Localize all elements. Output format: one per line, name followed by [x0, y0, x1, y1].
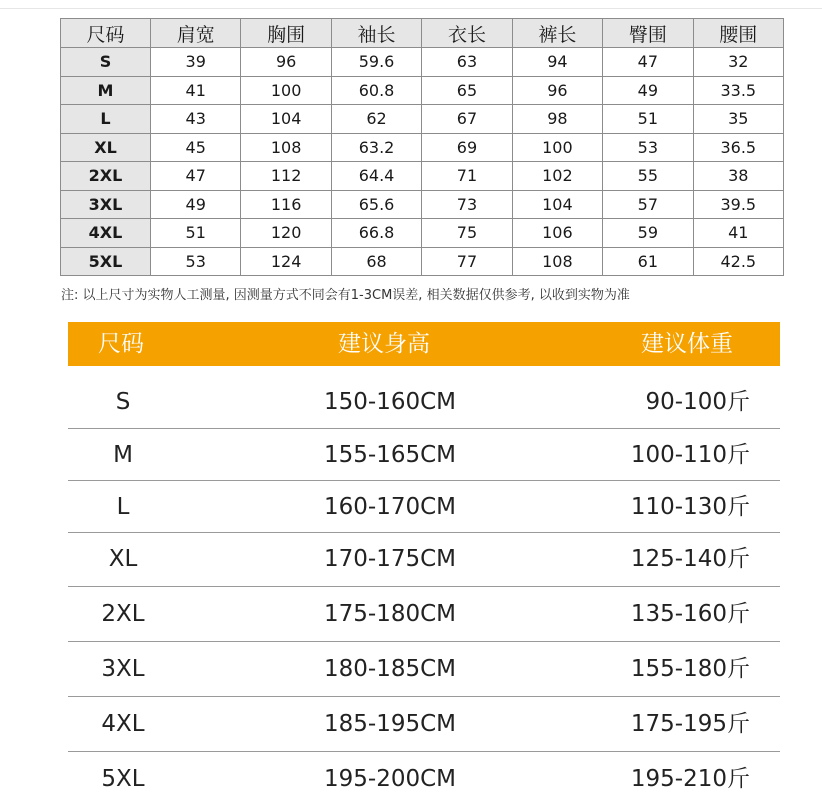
- measurement-cell: 57: [603, 190, 693, 219]
- measurement-cell: 59: [603, 219, 693, 248]
- rec-size-cell: 3XL: [101, 656, 145, 682]
- size-table-row: [61, 105, 784, 134]
- recommendation-row: [68, 588, 780, 642]
- measurement-cell: 124: [241, 247, 331, 276]
- measurement-cell: 71: [422, 162, 512, 191]
- measurement-cell: 63.2: [331, 133, 421, 162]
- rec-height-cell: 155-165CM: [324, 442, 457, 468]
- size-table-header-row: [61, 19, 784, 48]
- size-label-cell: S: [61, 48, 151, 77]
- measurement-cell: 98: [512, 105, 602, 134]
- measurement-cell: 51: [151, 219, 241, 248]
- measurement-cell: 100: [512, 133, 602, 162]
- measurement-cell: 41: [693, 219, 783, 248]
- header-waist: 腰围: [693, 19, 783, 48]
- rec-header-size: 尺码: [98, 331, 144, 357]
- recommendation-row: [68, 533, 780, 587]
- header-hip: 臀围: [603, 19, 693, 48]
- header-size: 尺码: [61, 19, 151, 48]
- measurement-cell: 60.8: [331, 76, 421, 105]
- measurement-cell: 104: [512, 190, 602, 219]
- header-chest: 胸围: [241, 19, 331, 48]
- measurement-cell: 69: [422, 133, 512, 162]
- size-label-cell: L: [61, 105, 151, 134]
- measurement-cell: 106: [512, 219, 602, 248]
- measurement-cell: 39.5: [693, 190, 783, 219]
- rec-weight-cell: 90-100斤: [645, 389, 750, 415]
- rec-size-cell: 2XL: [101, 601, 145, 627]
- measurement-cell: 77: [422, 247, 512, 276]
- size-label-cell: XL: [61, 133, 151, 162]
- size-table-row: [61, 162, 784, 191]
- measurement-cell: 47: [603, 48, 693, 77]
- rec-height-cell: 150-160CM: [324, 389, 457, 415]
- size-measurement-table: [60, 18, 784, 276]
- rec-size-cell: L: [116, 494, 130, 520]
- measurement-cell: 116: [241, 190, 331, 219]
- rec-weight-cell: 110-130斤: [630, 494, 750, 520]
- recommendation-header: [68, 322, 780, 366]
- rec-height-cell: 175-180CM: [324, 601, 457, 627]
- measurement-cell: 36.5: [693, 133, 783, 162]
- header-pants-length: 裤长: [512, 19, 602, 48]
- size-table-row: [61, 247, 784, 276]
- measurement-note: 注: 以上尺寸为实物人工测量, 因测量方式不同会有1-3CM误差, 相关数据仅供参考, 以收到实物为准: [61, 288, 630, 303]
- measurement-cell: 108: [241, 133, 331, 162]
- measurement-cell: 63: [422, 48, 512, 77]
- measurement-cell: 96: [512, 76, 602, 105]
- header-shoulder: 肩宽: [151, 19, 241, 48]
- measurement-cell: 104: [241, 105, 331, 134]
- measurement-cell: 67: [422, 105, 512, 134]
- rec-size-cell: M: [113, 442, 133, 468]
- size-label-cell: 4XL: [61, 219, 151, 248]
- rec-size-cell: 5XL: [101, 766, 145, 792]
- rec-height-cell: 185-195CM: [324, 711, 457, 737]
- measurement-cell: 75: [422, 219, 512, 248]
- recommendation-row: [68, 430, 780, 481]
- measurement-cell: 112: [241, 162, 331, 191]
- rec-size-cell: XL: [108, 546, 138, 572]
- rec-weight-cell: 195-210斤: [630, 766, 750, 792]
- size-label-cell: 3XL: [61, 190, 151, 219]
- measurement-cell: 65: [422, 76, 512, 105]
- rec-weight-cell: 135-160斤: [630, 601, 750, 627]
- size-table-row: [61, 190, 784, 219]
- measurement-cell: 55: [603, 162, 693, 191]
- measurement-cell: 38: [693, 162, 783, 191]
- rec-height-cell: 195-200CM: [324, 766, 457, 792]
- measurement-cell: 53: [151, 247, 241, 276]
- size-table-row: [61, 219, 784, 248]
- measurement-cell: 49: [151, 190, 241, 219]
- measurement-cell: 100: [241, 76, 331, 105]
- measurement-cell: 73: [422, 190, 512, 219]
- measurement-cell: 32: [693, 48, 783, 77]
- recommendation-row: [68, 698, 780, 752]
- measurement-cell: 66.8: [331, 219, 421, 248]
- measurement-cell: 96: [241, 48, 331, 77]
- measurement-cell: 59.6: [331, 48, 421, 77]
- rec-height-cell: 170-175CM: [324, 546, 457, 572]
- recommendation-row: [68, 753, 780, 806]
- header-top-length: 衣长: [422, 19, 512, 48]
- measurement-cell: 94: [512, 48, 602, 77]
- measurement-cell: 41: [151, 76, 241, 105]
- measurement-cell: 102: [512, 162, 602, 191]
- measurement-cell: 61: [603, 247, 693, 276]
- measurement-cell: 120: [241, 219, 331, 248]
- measurement-cell: 49: [603, 76, 693, 105]
- size-label-cell: 2XL: [61, 162, 151, 191]
- recommendation-row: [68, 377, 780, 429]
- rec-height-cell: 180-185CM: [324, 656, 457, 682]
- recommendation-row: [68, 643, 780, 697]
- rec-weight-cell: 155-180斤: [630, 656, 750, 682]
- rec-size-cell: 4XL: [101, 711, 145, 737]
- measurement-cell: 64.4: [331, 162, 421, 191]
- measurement-cell: 65.6: [331, 190, 421, 219]
- rec-weight-cell: 125-140斤: [630, 546, 750, 572]
- measurement-cell: 39: [151, 48, 241, 77]
- measurement-cell: 43: [151, 105, 241, 134]
- rec-header-height: 建议身高: [338, 331, 430, 357]
- recommendation-row: [68, 482, 780, 533]
- measurement-cell: 35: [693, 105, 783, 134]
- size-table-row: [61, 48, 784, 77]
- rec-height-cell: 160-170CM: [324, 494, 457, 520]
- rec-weight-cell: 175-195斤: [630, 711, 750, 737]
- size-label-cell: 5XL: [61, 247, 151, 276]
- measurement-cell: 42.5: [693, 247, 783, 276]
- measurement-cell: 33.5: [693, 76, 783, 105]
- measurement-cell: 45: [151, 133, 241, 162]
- rec-header-weight: 建议体重: [641, 331, 733, 357]
- rec-weight-cell: 100-110斤: [630, 442, 750, 468]
- measurement-cell: 53: [603, 133, 693, 162]
- size-table-row: [61, 76, 784, 105]
- measurement-cell: 68: [331, 247, 421, 276]
- measurement-cell: 47: [151, 162, 241, 191]
- rec-size-cell: S: [115, 389, 131, 415]
- measurement-cell: 51: [603, 105, 693, 134]
- measurement-cell: 108: [512, 247, 602, 276]
- size-label-cell: M: [61, 76, 151, 105]
- measurement-cell: 62: [331, 105, 421, 134]
- top-divider: [0, 0, 822, 9]
- header-sleeve: 袖长: [331, 19, 421, 48]
- size-table-row: [61, 133, 784, 162]
